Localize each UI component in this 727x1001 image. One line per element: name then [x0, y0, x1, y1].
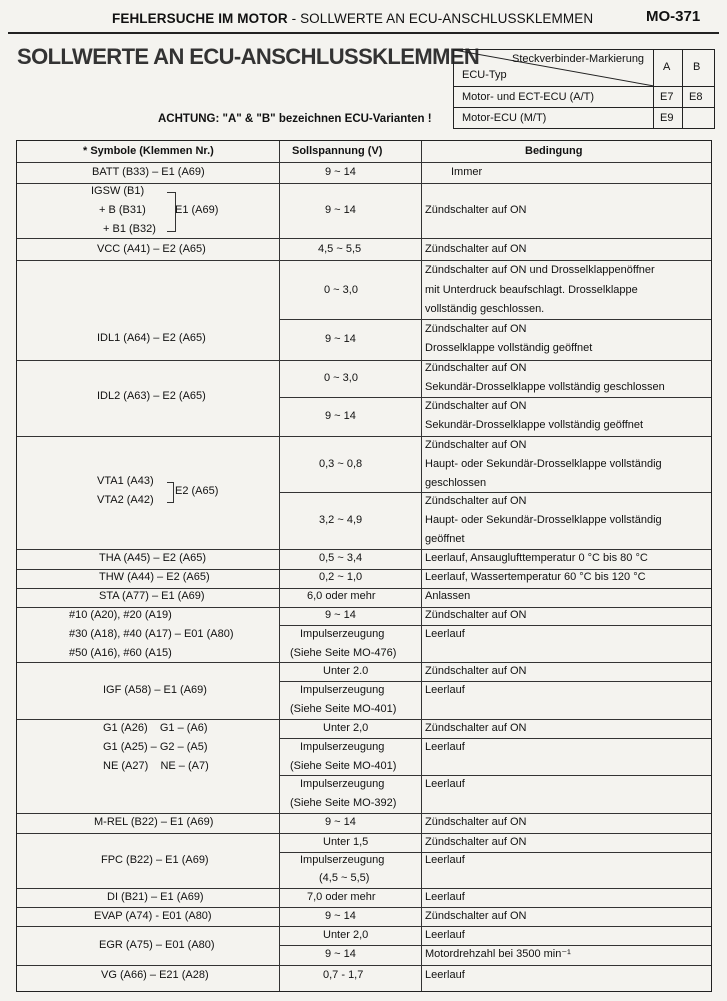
voltage-cell: Impulserzeugung	[300, 628, 385, 640]
voltage-cell: 3,2 ~ 4,9	[319, 514, 363, 526]
connector-key-table	[453, 49, 715, 129]
symbol-cell: BATT (B33) – E1 (A69)	[92, 166, 205, 178]
section-header-bold: FEHLERSUCHE IM MOTOR	[112, 11, 288, 26]
header-symbol: * Symbole (Klemmen Nr.)	[83, 145, 214, 157]
voltage-cell: 9 ~ 14	[325, 333, 356, 345]
key-row-b: E8	[689, 91, 703, 103]
header-voltage: Sollspannung (V)	[292, 145, 383, 157]
key-row-a: E7	[660, 91, 674, 103]
condition-cell: Leerlauf	[425, 684, 465, 696]
section-header-rest: - SOLLWERTE AN ECU-ANSCHLUSSKLEMMEN	[287, 11, 594, 26]
voltage-cell: Unter 1,5	[323, 836, 369, 848]
symbol-cell: THW (A44) – E2 (A65)	[99, 571, 210, 583]
condition-cell: Leerlauf	[425, 628, 465, 640]
page-number: MO-371	[646, 8, 701, 25]
symbol-cell: M-REL (B22) – E1 (A69)	[94, 816, 214, 828]
condition-cell: Immer	[451, 166, 483, 178]
condition-cell: Zündschalter auf ON	[425, 609, 527, 621]
variant-note: ACHTUNG: "A" & "B" bezeichnen ECU-Varianten !	[158, 113, 432, 125]
voltage-cell: 9 ~ 14	[325, 166, 356, 178]
condition-cell: Zündschalter auf ON	[425, 243, 527, 255]
symbol-cell: IDL1 (A64) – E2 (A65)	[97, 332, 206, 344]
ecu-terminal-table	[16, 140, 712, 992]
voltage-cell: Unter 2,0	[323, 722, 369, 734]
voltage-cell: 9 ~ 14	[325, 816, 356, 828]
condition-cell: Drosselklappe vollständig geöffnet	[425, 342, 593, 354]
voltage-cell: 0,7 - 1,7	[323, 969, 364, 981]
voltage-cell: 0,3 ~ 0,8	[319, 458, 363, 470]
voltage-cell: 0 ~ 3,0	[324, 372, 358, 384]
symbol-cell: VG (A66) – E21 (A28)	[101, 969, 209, 981]
page-title: SOLLWERTE AN ECU-ANSCHLUSSKLEMMEN	[17, 44, 480, 69]
voltage-cell: (Siehe Seite MO-401)	[290, 760, 397, 772]
key-col-b: B	[693, 61, 701, 73]
condition-cell: Zündschalter auf ON und Drosselklappenöffner	[425, 264, 655, 276]
symbol-cell: STA (A77) – E1 (A69)	[99, 590, 205, 602]
symbol-cell: + B1 (B32)	[103, 223, 156, 235]
terminal-bracket	[167, 482, 174, 503]
symbol-cell: VTA2 (A42)	[97, 494, 154, 506]
voltage-cell: Impulserzeugung	[300, 778, 385, 790]
condition-cell: Zündschalter auf ON	[425, 836, 527, 848]
symbol-cell: E1 (A69)	[175, 204, 219, 216]
voltage-cell: (Siehe Seite MO-401)	[290, 703, 397, 715]
voltage-cell: Impulserzeugung	[300, 684, 385, 696]
voltage-cell: Unter 2.0	[323, 665, 369, 677]
symbol-cell: G1 (A25) – G2 – (A5)	[103, 741, 208, 753]
key-row-type: Motor- und ECT-ECU (A/T)	[462, 91, 595, 103]
voltage-cell: 9 ~ 14	[325, 204, 356, 216]
condition-cell: Zündschalter auf ON	[425, 816, 527, 828]
voltage-cell: Unter 2,0	[323, 929, 369, 941]
condition-cell: Leerlauf, Ansauglufttemperatur 0 °C bis 80 °C	[425, 552, 648, 564]
header-rule	[8, 32, 719, 34]
symbol-cell: + B (B31)	[99, 204, 146, 216]
voltage-cell: 9 ~ 14	[325, 609, 356, 621]
symbol-cell: VTA1 (A43)	[97, 475, 154, 487]
symbol-cell: IGSW (B1)	[91, 185, 145, 197]
condition-cell: Zündschalter auf ON	[425, 323, 527, 335]
condition-cell: Zündschalter auf ON	[425, 400, 527, 412]
condition-cell: Leerlauf	[425, 891, 465, 903]
symbol-cell: EVAP (A74) - E01 (A80)	[94, 910, 212, 922]
symbol-cell: IGF (A58) – E1 (A69)	[103, 684, 207, 696]
condition-cell: Sekundär-Drosselklappe vollständig geöffnet	[425, 419, 644, 431]
condition-cell: Anlassen	[425, 590, 471, 602]
voltage-cell: 4,5 ~ 5,5	[318, 243, 362, 255]
condition-cell: vollständig geschlossen.	[425, 303, 545, 315]
condition-cell: Leerlauf	[425, 741, 465, 753]
symbol-cell: FPC (B22) – E1 (A69)	[101, 854, 209, 866]
voltage-cell: Impulserzeugung	[300, 854, 385, 866]
condition-cell: Zündschalter auf ON	[425, 362, 527, 374]
key-type-label: ECU-Typ	[462, 69, 507, 81]
condition-cell: Leerlauf	[425, 854, 465, 866]
symbol-cell: DI (B21) – E1 (A69)	[107, 891, 204, 903]
voltage-cell: 7,0 oder mehr	[307, 891, 376, 903]
condition-cell: Zündschalter auf ON	[425, 910, 527, 922]
condition-cell: Sekundär-Drosselklappe vollständig geschlossen	[425, 381, 665, 393]
condition-cell: Leerlauf	[425, 929, 465, 941]
key-col-a: A	[663, 61, 671, 73]
key-row-a: E9	[660, 112, 674, 124]
condition-cell: Zündschalter auf ON	[425, 722, 527, 734]
symbol-cell: #50 (A16), #60 (A15)	[69, 647, 172, 659]
condition-cell: Zündschalter auf ON	[425, 495, 527, 507]
condition-cell: Motordrehzahl bei 3500 min⁻¹	[425, 948, 571, 960]
symbol-cell: #30 (A18), #40 (A17) – E01 (A80)	[69, 628, 234, 640]
condition-cell: Zündschalter auf ON	[425, 665, 527, 677]
symbol-cell: NE (A27) NE – (A7)	[103, 760, 209, 772]
key-row-type: Motor-ECU (M/T)	[462, 112, 547, 124]
condition-cell: Leerlauf, Wassertemperatur 60 °C bis 120 °C	[425, 571, 646, 583]
voltage-cell: 9 ~ 14	[325, 910, 356, 922]
symbol-cell: G1 (A26) G1 – (A6)	[103, 722, 208, 734]
condition-cell: Haupt- oder Sekundär-Drosselklappe vollständig	[425, 458, 662, 470]
voltage-cell: Impulserzeugung	[300, 741, 385, 753]
voltage-cell: (Siehe Seite MO-476)	[290, 647, 397, 659]
symbol-cell: #10 (A20), #20 (A19)	[69, 609, 172, 621]
voltage-cell: 0,5 ~ 3,4	[319, 552, 363, 564]
voltage-cell: (Siehe Seite MO-392)	[290, 797, 397, 809]
symbol-cell: E2 (A65)	[175, 485, 219, 497]
voltage-cell: 0,2 ~ 1,0	[319, 571, 363, 583]
condition-cell: Zündschalter auf ON	[425, 204, 527, 216]
voltage-cell: 9 ~ 14	[325, 410, 356, 422]
voltage-cell: 6,0 oder mehr	[307, 590, 376, 602]
voltage-cell: 9 ~ 14	[325, 948, 356, 960]
section-header	[112, 11, 593, 26]
symbol-cell: EGR (A75) – E01 (A80)	[99, 939, 215, 951]
condition-cell: geöffnet	[425, 533, 465, 545]
voltage-cell: 0 ~ 3,0	[324, 284, 358, 296]
condition-cell: geschlossen	[425, 477, 487, 489]
condition-cell: Zündschalter auf ON	[425, 439, 527, 451]
condition-cell: Haupt- oder Sekundär-Drosselklappe vollständig	[425, 514, 662, 526]
condition-cell: mit Unterdruck beaufschlagt. Drosselklappe	[425, 284, 638, 296]
symbol-cell: VCC (A41) – E2 (A65)	[97, 243, 206, 255]
symbol-cell: IDL2 (A63) – E2 (A65)	[97, 390, 206, 402]
condition-cell: Leerlauf	[425, 778, 465, 790]
key-marker-label: Steckverbinder-Markierung	[512, 53, 645, 65]
condition-cell: Leerlauf	[425, 969, 465, 981]
header-condition: Bedingung	[525, 145, 583, 157]
symbol-cell: THA (A45) – E2 (A65)	[99, 552, 206, 564]
voltage-cell: (4,5 ~ 5,5)	[319, 872, 370, 884]
